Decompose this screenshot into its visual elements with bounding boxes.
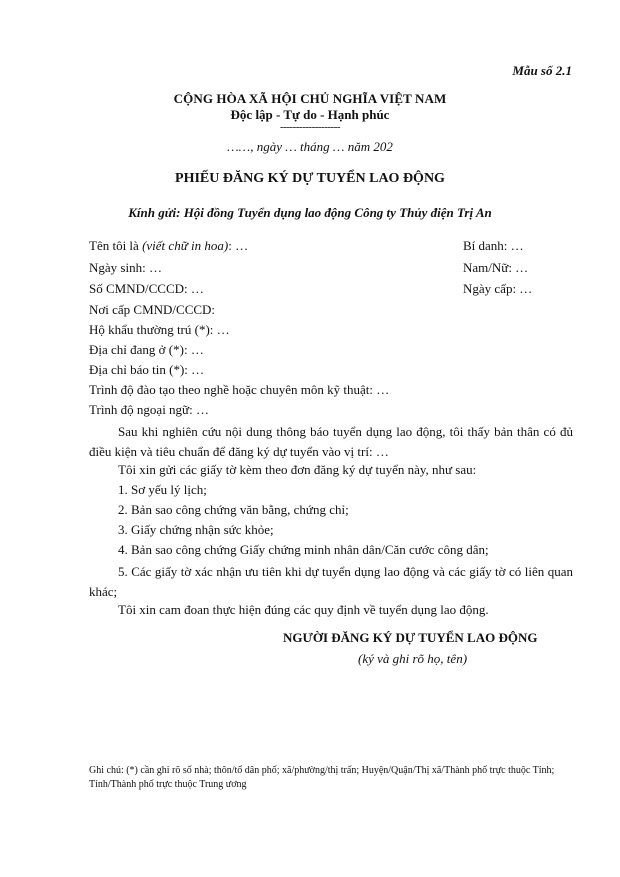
dob-field: Ngày sinh: … [89, 260, 162, 275]
name-field [89, 238, 248, 254]
contact-address-field: Địa chỉ báo tin (*): … [89, 362, 205, 377]
name-hint: (viết chữ in hoa) [142, 238, 229, 253]
attachment-item: 3. Giấy chứng nhận sức khỏe; [118, 522, 274, 537]
gender-field: Nam/Nữ: … [463, 260, 529, 275]
alias-field: Bí danh: … [463, 238, 524, 253]
attachment-item: 1. Sơ yếu lý lịch; [118, 482, 207, 497]
training-level-field: Trình độ đào tạo theo nghề hoặc chuyên môn kỹ thuật: … [89, 382, 390, 397]
footnote: Ghi chú: (*) cần ghi rõ số nhà; thôn/tổ dân phố; xã/phường/thị trấn; Huyện/Quận/Thị xã/Thành phố trực thuộc Tỉnh; Tỉnh/Thành phố trực thuộc Trung ương [89, 765, 555, 790]
addressee: Kính gửi: Hội đồng Tuyển dụng lao động Công ty Thủy điện Trị An [128, 205, 492, 220]
issue-date-field: Ngày cấp: … [463, 281, 533, 296]
name-label: Tên tôi là [89, 238, 143, 253]
attachments-intro: Tôi xin gửi các giấy tờ kèm theo đơn đăng ký dự tuyển này, như sau: [118, 462, 477, 477]
attachment-item: 5. Các giấy tờ xác nhận ưu tiên khi dự tuyển dụng lao động và các giấy tờ có liên quan khác; [89, 564, 573, 599]
household-field: Hộ khẩu thường trú (*): … [89, 322, 230, 337]
national-motto: Độc lập - Tự do - Hạnh phúc [230, 107, 390, 122]
signature-title: NGƯỜI ĐĂNG KÝ DỰ TUYỂN LAO ĐỘNG [283, 630, 538, 645]
current-address-field: Địa chỉ đang ở (*): … [89, 342, 204, 357]
language-level-field: Trình độ ngoại ngữ: … [89, 402, 209, 417]
form-number: Mẫu số 2.1 [512, 63, 572, 78]
national-title: CỘNG HÒA XÃ HỘI CHỦ NGHĨA VIỆT NAM [173, 91, 447, 106]
issue-place-field: Nơi cấp CMND/CCCD: [89, 302, 216, 317]
header-divider: ------------------- [279, 121, 341, 133]
date-line: ……, ngày … tháng … năm 202 [227, 139, 393, 154]
document-title: PHIẾU ĐĂNG KÝ DỰ TUYỂN LAO ĐỘNG [175, 171, 445, 186]
intro-paragraph: Sau khi nghiên cứu nội dung thông báo tuyển dụng lao động, tôi thấy bản thân có đủ điều kiện và tiêu chuẩn để đăng ký dự tuyển vào vị trí: … [89, 424, 573, 459]
id-number-field: Số CMND/CCCD: … [89, 281, 204, 296]
name-value: : … [228, 238, 249, 253]
signature-note: (ký và ghi rõ họ, tên) [358, 651, 468, 666]
attachment-item: 2. Bản sao công chứng văn bằng, chứng chỉ; [118, 502, 349, 517]
attachment-item: 4. Bản sao công chứng Giấy chứng minh nhân dân/Căn cước công dân; [118, 542, 489, 557]
commitment-statement: Tôi xin cam đoan thực hiện đúng các quy định về tuyển dụng lao động. [118, 602, 489, 617]
